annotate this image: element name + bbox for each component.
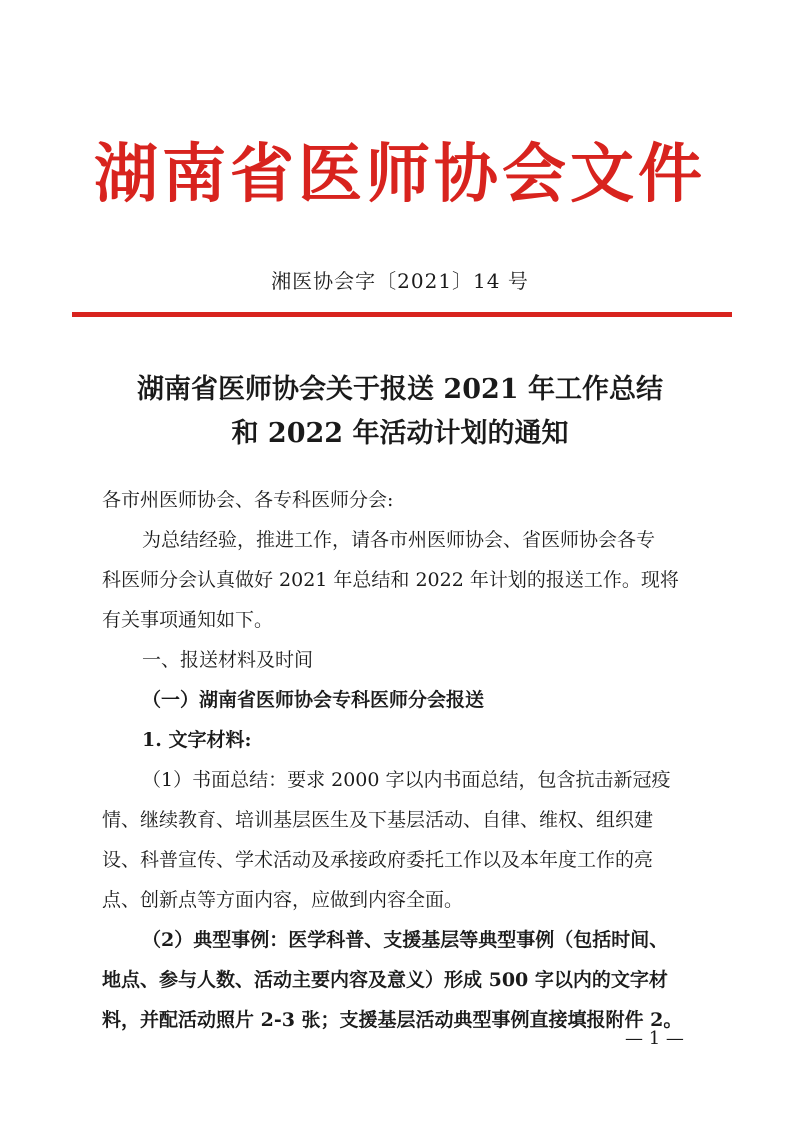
red-divider-rule [72,312,732,317]
subsection-heading-1: （一）湖南省医师协会专科医师分会报送 [142,689,485,711]
item-1-1-line-2: 情、继续教育、培训基层医生及下基层活动、自律、维权、组织建 [102,809,654,831]
notice-title-line-2: 和 2022 年活动计划的通知 [231,418,569,449]
item-1-1-line-3: 设、科普宣传、学术活动及承接政府委托工作以及本年度工作的亮 [102,849,654,871]
section-heading-1: 一、报送材料及时间 [142,649,314,671]
item-1-1-line-4: 点、创新点等方面内容，应做到内容全面。 [102,889,464,911]
org-header-title: 湖南省医师协会文件 [94,138,706,212]
notice-title-line-1: 湖南省医师协会关于报送 2021 年工作总结 [137,374,663,405]
document-number: 湘医协会字〔2021〕14 号 [271,269,529,293]
notice-title [0,368,800,456]
intro-paragraph-line-2: 科医师分会认真做好 2021 年总结和 2022 年计划的报送工作。现将 [102,569,679,591]
intro-paragraph-line-3: 有关事项通知如下。 [102,609,274,631]
page-number: — 1 — [625,1028,684,1049]
item-1-2-line-2: 地点、参与人数、活动主要内容及意义）形成 500 字以内的文字材 [102,969,668,991]
item-1-1-line-1: （1）书面总结：要求 2000 字以内书面总结，包含抗击新冠疫 [142,769,671,791]
item-1-2-line-1: （2）典型事例：医学科普、支援基层等典型事例（包括时间、 [142,929,669,951]
item-1-2-line-3: 料，并配活动照片 2-3 张；支援基层活动典型事例直接填报附件 2。 [102,1009,683,1031]
intro-paragraph-line-1: 为总结经验，推进工作，请各市州医师协会、省医师协会各专 [142,529,656,551]
document-body [102,480,707,1040]
salutation: 各市州医师协会、各专科医师分会: [102,489,394,511]
item-heading-1: 1. 文字材料: [142,729,252,751]
